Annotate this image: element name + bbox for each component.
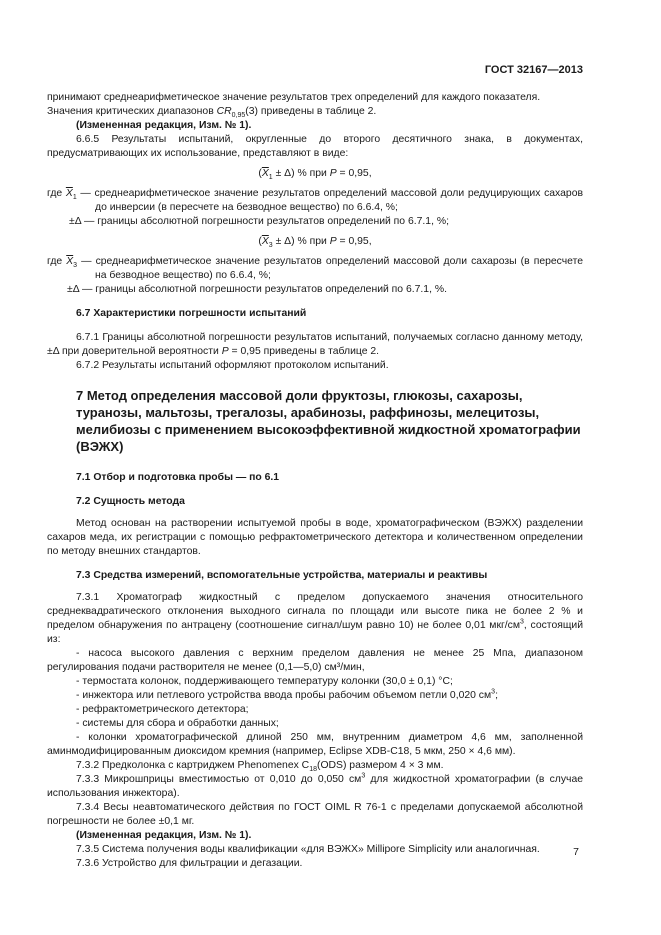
- clause-7-2-text: Метод основан на растворении испытуемой пробы в воде, хроматографическом (ВЭЖХ) разделении сахаров меда, их регистрации с помощью рефрактометрического детектора и количественном определении по методу внешних стандартов.: [47, 518, 583, 557]
- page-content: [47, 91, 583, 871]
- list-item: - инжектора или петлевого устройства ввода пробы рабочим объемом петли 0,020 $см^3$;: [76, 688, 498, 701]
- clause-7-3-3: 7.3.3 Микрошприцы вместимостью от 0,010 до 0,050 $см^3$ для жидкостной хроматографии (в случае использования инжектора).: [47, 772, 583, 799]
- section-7-title: 7 Метод определения массовой доли фруктозы, глюкозы, сахарозы, туранозы, мальтозы, трегалозы, арабинозы, раффинозы, мелецитозы, мелибиозы с применением высокоэффективной жидкостной хроматографии (ВЭЖХ): [76, 388, 581, 454]
- formula-1: $(\overline{X}_1 \pm \Delta)$ % при P = 0,95,: [258, 168, 372, 182]
- clause-7-3-1: 7.3.1 Хроматограф жидкостный с пределом допускаемого значения относительного среднеквадратического отклонения выходного сигнала по площади или высоте пика не более 2 % и пределом обнаружения по антрацену (соотношение сигнал/шум равно 10) не более 0,01 мкг/$см^3$, состоящий из:: [47, 592, 584, 645]
- amendment-note: (Измененная редакция, Изм. № 1).: [76, 120, 252, 131]
- amendment-note: (Измененная редакция, Изм. № 1).: [76, 830, 252, 841]
- paragraph: принимают среднеарифметическое значение результатов трех определений для каждого показателя.: [47, 92, 541, 103]
- heading-7-1: 7.1 Отбор и подготовка пробы — по 6.1: [76, 472, 280, 483]
- heading-7-2: 7.2 Сущность метода: [76, 496, 185, 507]
- formula-2-legend: где $\overline{X}_3$ — среднеарифметическое значение результатов определений массовой доли сахарозы (в пересчете на безводное вещество) по 6.6.4, %;: [47, 256, 583, 281]
- clause-7-3-2: 7.3.2 Предколонка с картриджем Phenomenex $C_{18}(ODS)$ размером 4 × 3 мм.: [76, 760, 444, 774]
- clause-6-7-2: 6.7.2 Результаты испытаний оформляют протоколом испытаний.: [76, 360, 389, 371]
- formula-2: $(\overline{X}_3 \pm \Delta)$ % при P = 0,95,: [258, 236, 372, 250]
- list-item: - термостата колонок, поддерживающего температуру колонки (30,0 ± 0,1) °С;: [76, 676, 453, 687]
- document-code: ГОСТ 32167—2013: [484, 64, 583, 76]
- heading-6-7: 6.7 Характеристики погрешности испытаний: [76, 308, 307, 319]
- list-item: - системы для сбора и обработки данных;: [76, 718, 279, 729]
- list-item: - насоса высокого давления с верхним пределом давления не менее 25 Мпа, диапазоном регулирования подачи растворителя не менее (0,1—5,0) см³/мин,: [47, 648, 583, 673]
- paragraph: Значения критических диапазонов $CR_{0,95}(3)$ приведены в таблице 2.: [47, 106, 377, 120]
- clause-6-7-1: 6.7.1 Границы абсолютной погрешности результатов испытаний, получаемых согласно данному методу, ±Δ при доверительной вероятности P = 0,95 приведены в таблице 2.: [47, 332, 583, 357]
- delta-legend-1: ±Δ — границы абсолютной погрешности результатов определений по 6.7.1, %;: [69, 216, 449, 227]
- page-number: 7: [573, 846, 579, 858]
- clause-7-3-4: 7.3.4 Весы неавтоматического действия по ГОСТ OIML R 76-1 с пределами допускаемой абсолютной погрешности не более ±0,1 мг.: [47, 802, 583, 827]
- formula-1-legend: где $\overline{X}_1$ — среднеарифметическое значение результатов определений массовой доли редуцирующих сахаров до инверсии (в пересчете на безводное вещество) по 6.6.4, %;: [47, 188, 583, 213]
- heading-7-3: 7.3 Средства измерений, вспомогательные устройства, материалы и реактивы: [76, 570, 488, 581]
- list-item: - рефрактометрического детектора;: [76, 704, 249, 715]
- clause-7-3-6: 7.3.6 Устройство для фильтрации и дегазации.: [76, 858, 303, 869]
- list-item: - колонки хроматографической длиной 250 мм, внутренним диаметром 4,6 мм, заполненной аминмодифицированным диоксидом кремния (например, Eclipse XDB-C18, 5 мкм, 250 × 4,6 мм).: [47, 732, 583, 757]
- delta-legend-2: ±Δ — границы абсолютной погрешности результатов определений по 6.7.1, %.: [67, 284, 447, 295]
- clause-7-3-5: 7.3.5 Система получения воды квалификации «для ВЭЖХ» Millipore Simplicity или аналогичная.: [76, 844, 540, 855]
- clause-6-6-5: 6.6.5 Результаты испытаний, округленные до второго десятичного знака, в документах, предусматривающих их использование, представляют в виде:: [47, 134, 583, 159]
